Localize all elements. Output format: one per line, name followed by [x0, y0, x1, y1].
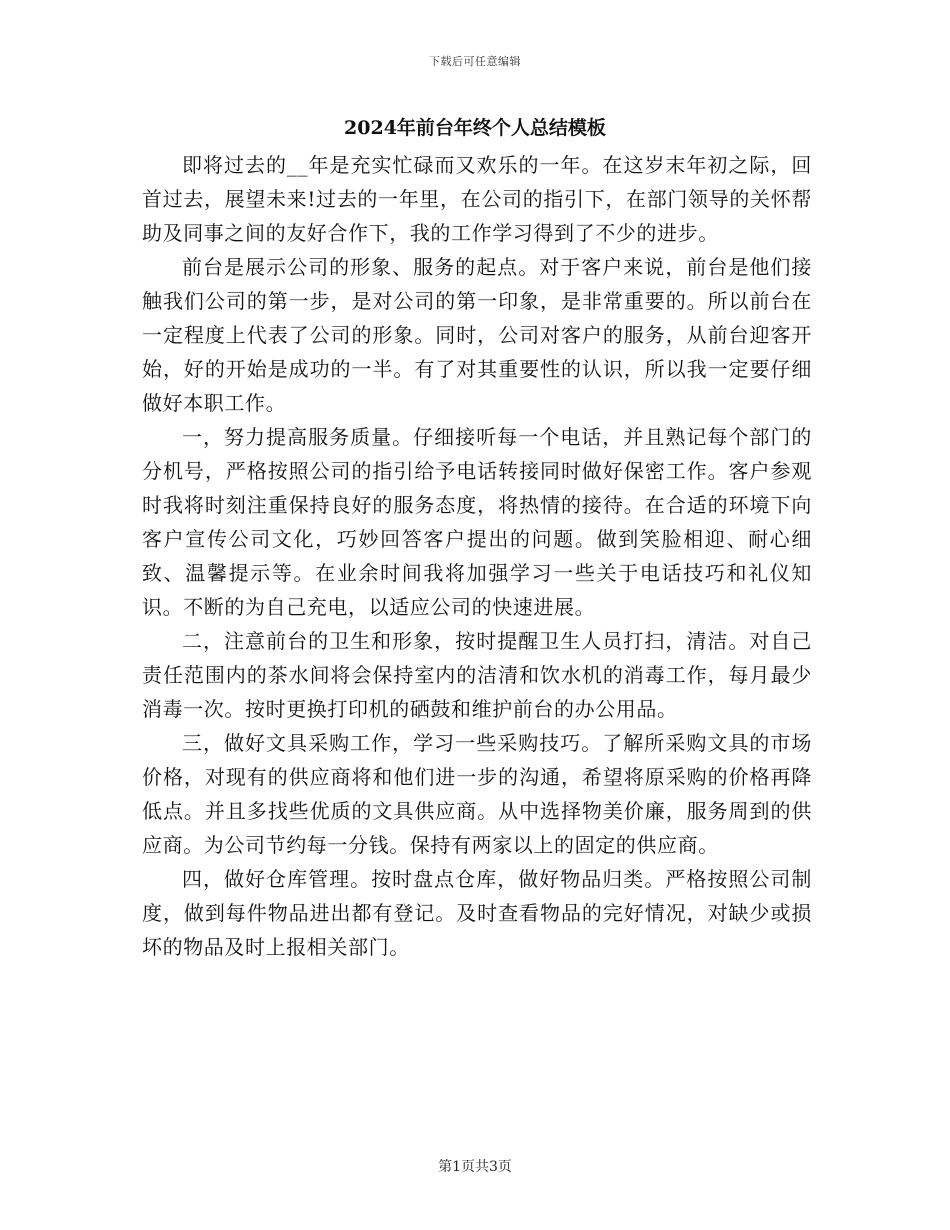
page-header-note: 下载后可任意编辑 [429, 55, 521, 68]
page-number-footer: 第1页共3页 [438, 1159, 512, 1175]
paragraph-point-3: 三，做好文具采购工作，学习一些采购技巧。了解所采购文具的市场价格，对现有的供应商将和他们进一步的沟通，希望将原采购的价格再降低点。并且多找些优质的文具供应商。从中选择物美价廉，服务周到的供应商。为公司节约每一分钱。保持有两家以上的固定的供应商。 [142, 731, 812, 857]
paragraph-point-1: 一，努力提高服务质量。仔细接听每一个电话，并且熟记每个部门的分机号，严格按照公司的指引给予电话转接同时做好保密工作。客户参观时我将时刻注重保持良好的服务态度，将热情的接待。在合适的环境下向客户宣传公司文化，巧妙回答客户提出的问题。做到笑脸相迎、耐心细致、温馨提示等。在业余时间我将加强学习一些关于电话技巧和礼仪知识。不断的为自己充电，以适应公司的快速进展。 [142, 425, 812, 619]
document-title: 2024年前台年终个人总结模板 [344, 117, 606, 139]
paragraph-point-2: 二，注意前台的卫生和形象，按时提醒卫生人员打扫，清洁。对自己责任范围内的茶水间将会保持室内的洁清和饮水机的消毒工作，每月最少消毒一次。按时更换打印机的硒鼓和维护前台的办公用品。 [142, 629, 812, 721]
paragraph-point-4: 四，做好仓库管理。按时盘点仓库，做好物品归类。严格按照公司制度，做到每件物品进出都有登记。及时查看物品的完好情况，对缺少或损坏的物品及时上报相关部门。 [142, 867, 812, 959]
paragraph-front-desk-role: 前台是展示公司的形象、服务的起点。对于客户来说，前台是他们接触我们公司的第一步，是对公司的第一印象，是非常重要的。所以前台在一定程度上代表了公司的形象。同时，公司对客户的服务，从前台迎客开始，好的开始是成功的一半。有了对其重要性的认识，所以我一定要仔细做好本职工作。 [142, 255, 812, 415]
paragraph-intro: 即将过去的__年是充实忙碌而又欢乐的一年。在这岁末年初之际，回首过去，展望未来!过去的一年里，在公司的指引下，在部门领导的关怀帮助及同事之间的友好合作下，我的工作学习得到了不少的进步。 [142, 153, 812, 245]
document-body [142, 148, 812, 964]
